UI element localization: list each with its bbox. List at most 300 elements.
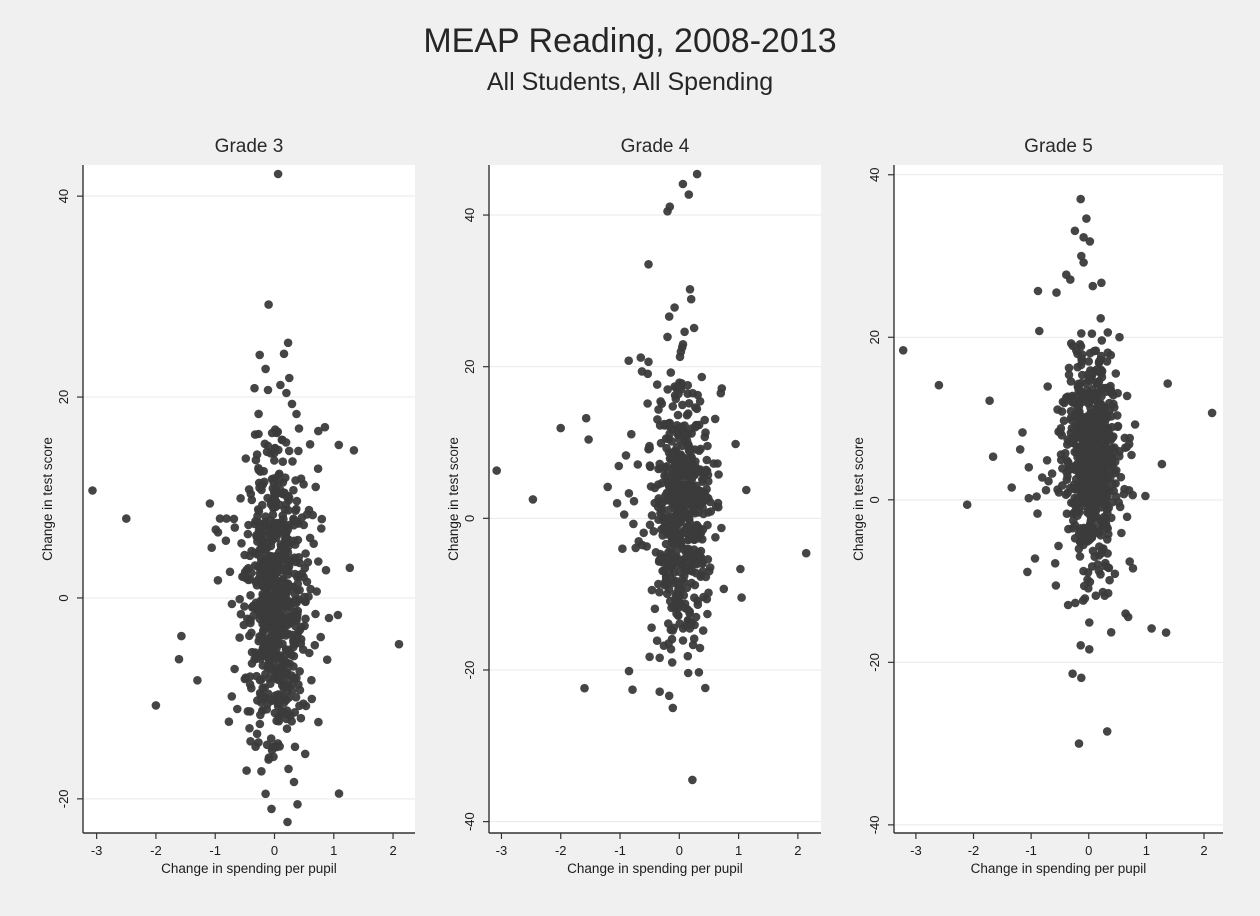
data-point (1208, 409, 1217, 418)
data-point (1054, 542, 1063, 551)
data-point (1141, 492, 1150, 501)
data-point (289, 516, 298, 525)
data-point (311, 610, 320, 619)
data-point (263, 705, 272, 714)
data-point (335, 441, 344, 450)
data-point (1094, 367, 1103, 376)
data-point (285, 374, 294, 383)
data-point (935, 381, 944, 390)
data-point (283, 818, 292, 827)
data-point (274, 568, 283, 577)
data-point (1082, 379, 1091, 388)
data-point (252, 599, 261, 608)
data-point (263, 494, 272, 503)
panel-grade-5 (851, 136, 1223, 876)
data-point (1085, 645, 1094, 654)
data-point (1025, 463, 1034, 472)
data-point (1097, 352, 1106, 361)
data-point (1075, 530, 1084, 539)
data-point (1099, 425, 1108, 434)
data-point (673, 516, 682, 525)
data-point (272, 717, 281, 726)
data-point (1088, 435, 1097, 444)
data-point (989, 452, 998, 461)
data-point (679, 340, 688, 349)
data-point (684, 652, 693, 661)
data-point (672, 609, 681, 618)
data-point (240, 572, 249, 581)
data-point (1123, 513, 1132, 522)
data-point (1075, 545, 1084, 554)
data-point (1069, 484, 1078, 493)
data-point (303, 510, 312, 519)
data-point (618, 544, 627, 553)
data-point (1035, 327, 1044, 336)
data-point (703, 610, 712, 619)
data-point (304, 558, 313, 567)
data-point (1079, 497, 1088, 506)
data-point (689, 534, 698, 543)
data-point (677, 347, 686, 356)
y-tick-label: 0 (56, 594, 71, 602)
data-point (682, 524, 691, 533)
data-point (663, 590, 672, 599)
data-point (248, 496, 257, 505)
data-point (252, 672, 261, 681)
data-point (1112, 369, 1121, 378)
data-point (1075, 508, 1084, 517)
data-point (644, 370, 653, 379)
x-tick-label: -3 (90, 843, 103, 858)
data-point (1104, 328, 1113, 337)
x-tick-label: -2 (150, 843, 162, 858)
data-point (273, 528, 282, 537)
data-point (703, 521, 712, 530)
data-point (679, 636, 688, 645)
data-point (246, 737, 255, 746)
data-point (662, 444, 671, 453)
data-point (684, 441, 693, 450)
x-tick-label: -1 (1025, 843, 1037, 858)
data-point (254, 410, 263, 419)
data-point (666, 570, 675, 579)
data-point (603, 483, 612, 492)
data-point (284, 765, 293, 774)
data-point (222, 536, 231, 545)
data-point (686, 285, 695, 294)
data-point (655, 654, 664, 663)
panel-grade-3 (40, 136, 415, 876)
data-point (1034, 287, 1043, 296)
data-point (264, 563, 273, 572)
x-tick-label: 1 (330, 843, 338, 858)
data-point (1073, 453, 1082, 462)
data-point (674, 492, 683, 501)
y-axis-title: Change in test score (40, 437, 55, 561)
data-point (1032, 492, 1041, 501)
data-point (1033, 509, 1042, 518)
data-point (742, 486, 751, 495)
data-point (1079, 447, 1088, 456)
data-point (1163, 379, 1172, 388)
data-point (274, 446, 283, 455)
data-point (252, 578, 261, 587)
data-point (704, 494, 713, 503)
data-point (1064, 525, 1073, 534)
data-point (673, 443, 682, 452)
y-tick-label: 40 (462, 207, 477, 223)
y-tick-label: 40 (56, 188, 71, 204)
data-point (663, 207, 672, 216)
data-point (264, 690, 273, 699)
data-point (651, 605, 660, 614)
data-point (292, 410, 301, 419)
data-point (269, 753, 278, 762)
y-tick-label: -20 (867, 652, 882, 672)
data-point (226, 568, 235, 577)
data-point (284, 506, 293, 515)
data-point (1071, 599, 1080, 608)
data-point (264, 386, 273, 395)
data-point (1108, 480, 1117, 489)
data-point (237, 539, 246, 548)
data-point (1096, 314, 1105, 323)
chart-title: MEAP Reading, 2008-2013 (423, 22, 837, 60)
x-tick-label: -1 (209, 843, 221, 858)
panel-title: Grade 4 (620, 136, 690, 157)
x-axis-title: Change in spending per pupil (970, 861, 1147, 876)
data-point (230, 665, 239, 674)
data-point (323, 655, 332, 664)
data-point (255, 484, 264, 493)
data-point (1158, 460, 1167, 469)
data-point (691, 423, 700, 432)
plot-area (894, 165, 1223, 833)
y-tick-label: -20 (56, 789, 71, 809)
data-point (702, 466, 711, 475)
data-point (284, 614, 293, 623)
data-point (1103, 727, 1112, 736)
data-point (688, 475, 697, 484)
data-point (584, 435, 593, 444)
x-tick-label: 0 (675, 843, 683, 858)
data-point (674, 411, 683, 420)
data-point (284, 339, 293, 348)
data-point (1077, 674, 1086, 683)
data-point (244, 530, 253, 539)
data-point (1076, 195, 1085, 204)
data-point (556, 424, 565, 433)
data-point (696, 644, 705, 653)
x-tick-label: 2 (1200, 843, 1208, 858)
data-point (1068, 424, 1077, 433)
data-point (717, 524, 726, 533)
data-point (306, 440, 315, 449)
data-point (698, 558, 707, 567)
data-point (1079, 233, 1088, 242)
data-point (311, 483, 320, 492)
data-point (1121, 609, 1130, 618)
data-point (1051, 559, 1060, 568)
data-point (271, 709, 280, 718)
x-tick-label: 2 (389, 843, 397, 858)
data-point (254, 738, 263, 747)
data-point (669, 704, 678, 713)
y-tick-label: 0 (462, 514, 477, 522)
data-point (1089, 282, 1098, 291)
data-point (681, 621, 690, 630)
data-point (647, 623, 656, 632)
data-point (288, 631, 297, 640)
data-point (254, 637, 263, 646)
data-point (698, 475, 707, 484)
data-point (255, 507, 264, 516)
data-point (1131, 420, 1140, 429)
x-tick-label: 0 (270, 843, 279, 858)
data-point (1057, 424, 1066, 433)
data-point (1064, 459, 1073, 468)
data-point (88, 486, 97, 495)
data-point (1111, 570, 1120, 579)
y-tick-label: 0 (867, 496, 882, 504)
data-point (717, 389, 726, 398)
data-point (671, 590, 680, 599)
data-point (624, 356, 633, 365)
data-point (1100, 591, 1109, 600)
data-point (667, 368, 676, 377)
data-point (274, 690, 283, 699)
data-point (665, 692, 674, 701)
data-point (261, 790, 270, 799)
data-point (1068, 669, 1077, 678)
y-tick-label: -40 (462, 812, 477, 832)
data-point (685, 190, 694, 199)
data-point (685, 548, 694, 557)
data-point (644, 445, 653, 454)
data-point (254, 652, 263, 661)
data-point (1007, 483, 1016, 492)
data-point (256, 720, 265, 729)
data-point (1088, 329, 1097, 338)
data-point (687, 295, 696, 304)
data-point (703, 456, 712, 465)
data-point (646, 463, 655, 472)
data-point (1066, 275, 1075, 284)
data-point (1128, 491, 1137, 500)
data-point (663, 333, 672, 342)
data-point (289, 583, 298, 592)
x-tick-label: 0 (1085, 843, 1093, 858)
data-point (291, 570, 300, 579)
data-point (1042, 486, 1051, 495)
data-point (684, 669, 693, 678)
data-point (295, 424, 304, 433)
data-point (645, 653, 654, 662)
data-point (265, 656, 274, 665)
data-point (642, 542, 651, 551)
data-point (1053, 405, 1062, 414)
data-point (1125, 434, 1134, 443)
data-point (1115, 333, 1124, 342)
data-point (1096, 466, 1105, 475)
data-point (290, 674, 299, 683)
data-point (1096, 400, 1105, 409)
data-point (305, 649, 314, 658)
data-point (694, 467, 703, 476)
data-point (230, 515, 239, 524)
data-point (668, 635, 677, 644)
data-point (235, 633, 244, 642)
data-point (271, 425, 280, 434)
data-point (280, 546, 289, 555)
x-axis-title: Change in spending per pupil (161, 861, 337, 876)
data-point (335, 789, 344, 798)
data-point (1090, 347, 1099, 356)
data-point (253, 696, 262, 705)
data-point (236, 494, 245, 503)
data-point (1071, 227, 1080, 236)
panel-title: Grade 3 (214, 136, 284, 157)
data-point (283, 600, 292, 609)
data-point (1115, 447, 1124, 456)
y-axis-title: Change in test score (851, 437, 866, 561)
data-point (1052, 581, 1061, 590)
data-point (693, 170, 702, 179)
data-point (306, 585, 315, 594)
data-point (714, 470, 723, 479)
data-point (1090, 507, 1099, 516)
data-point (317, 524, 326, 533)
data-point (1162, 628, 1171, 637)
data-point (225, 717, 234, 726)
data-point (281, 473, 290, 482)
data-point (1077, 342, 1086, 351)
data-point (1101, 562, 1110, 571)
data-point (242, 454, 251, 463)
data-point (985, 396, 994, 405)
data-point (261, 645, 270, 654)
data-point (245, 724, 254, 733)
data-point (1120, 490, 1129, 499)
data-point (1018, 428, 1027, 437)
x-tick-label: -2 (554, 843, 567, 858)
data-point (264, 300, 273, 309)
data-point (653, 636, 662, 645)
data-point (1081, 393, 1090, 402)
data-point (1113, 411, 1122, 420)
data-point (698, 373, 707, 382)
data-point (311, 641, 320, 650)
data-point (322, 566, 331, 575)
data-point (282, 389, 291, 398)
data-point (334, 611, 343, 620)
x-tick-label: 2 (794, 843, 802, 858)
data-point (299, 699, 308, 708)
data-point (303, 578, 312, 587)
data-point (1073, 363, 1082, 372)
data-point (737, 593, 746, 602)
data-point (731, 440, 740, 449)
x-tick-label: 1 (1142, 843, 1150, 858)
data-point (1052, 288, 1061, 297)
data-point (1067, 407, 1076, 416)
data-point (681, 458, 690, 467)
data-point (263, 571, 272, 580)
data-point (681, 600, 690, 609)
y-tick-label: 40 (867, 167, 882, 182)
data-point (622, 451, 631, 460)
data-point (644, 260, 653, 269)
panel-title: Grade 5 (1024, 136, 1093, 157)
data-point (1113, 423, 1122, 432)
data-point (247, 629, 256, 638)
data-point (275, 590, 284, 599)
data-point (669, 602, 678, 611)
data-point (212, 525, 221, 534)
data-point (1097, 279, 1106, 288)
data-point (664, 435, 673, 444)
data-point (314, 464, 323, 473)
data-point (240, 602, 249, 611)
y-tick-label: -20 (462, 660, 477, 680)
x-tick-label: -1 (614, 843, 626, 858)
data-point (307, 676, 316, 685)
data-point (963, 500, 972, 509)
data-point (295, 559, 304, 568)
data-point (1063, 392, 1072, 401)
data-point (628, 685, 637, 694)
data-point (177, 632, 186, 641)
data-point (237, 610, 246, 619)
data-point (899, 346, 908, 355)
data-point (285, 693, 294, 702)
data-point (663, 581, 672, 590)
data-point (680, 509, 689, 518)
data-point (1081, 594, 1090, 603)
data-point (1129, 564, 1138, 573)
data-point (634, 460, 643, 469)
data-point (668, 658, 677, 667)
data-point (1085, 459, 1094, 468)
data-point (222, 514, 231, 523)
x-tick-label: -3 (910, 843, 922, 858)
y-tick-label: 20 (56, 389, 71, 405)
data-point (650, 499, 659, 508)
data-point (253, 730, 262, 739)
data-point (276, 671, 285, 680)
data-point (1097, 413, 1106, 422)
data-point (288, 400, 297, 409)
data-point (655, 687, 664, 696)
data-point (271, 641, 280, 650)
data-point (346, 564, 355, 573)
data-point (270, 580, 279, 589)
data-point (679, 180, 688, 189)
data-point (669, 402, 678, 411)
data-point (582, 414, 591, 423)
data-point (625, 667, 634, 676)
data-point (580, 684, 589, 693)
data-point (262, 545, 271, 554)
data-point (658, 499, 667, 508)
data-point (251, 561, 260, 570)
data-point (258, 590, 267, 599)
data-point (309, 539, 318, 548)
data-point (1094, 442, 1103, 451)
data-point (683, 584, 692, 593)
data-point (693, 391, 702, 400)
data-point (228, 692, 237, 701)
